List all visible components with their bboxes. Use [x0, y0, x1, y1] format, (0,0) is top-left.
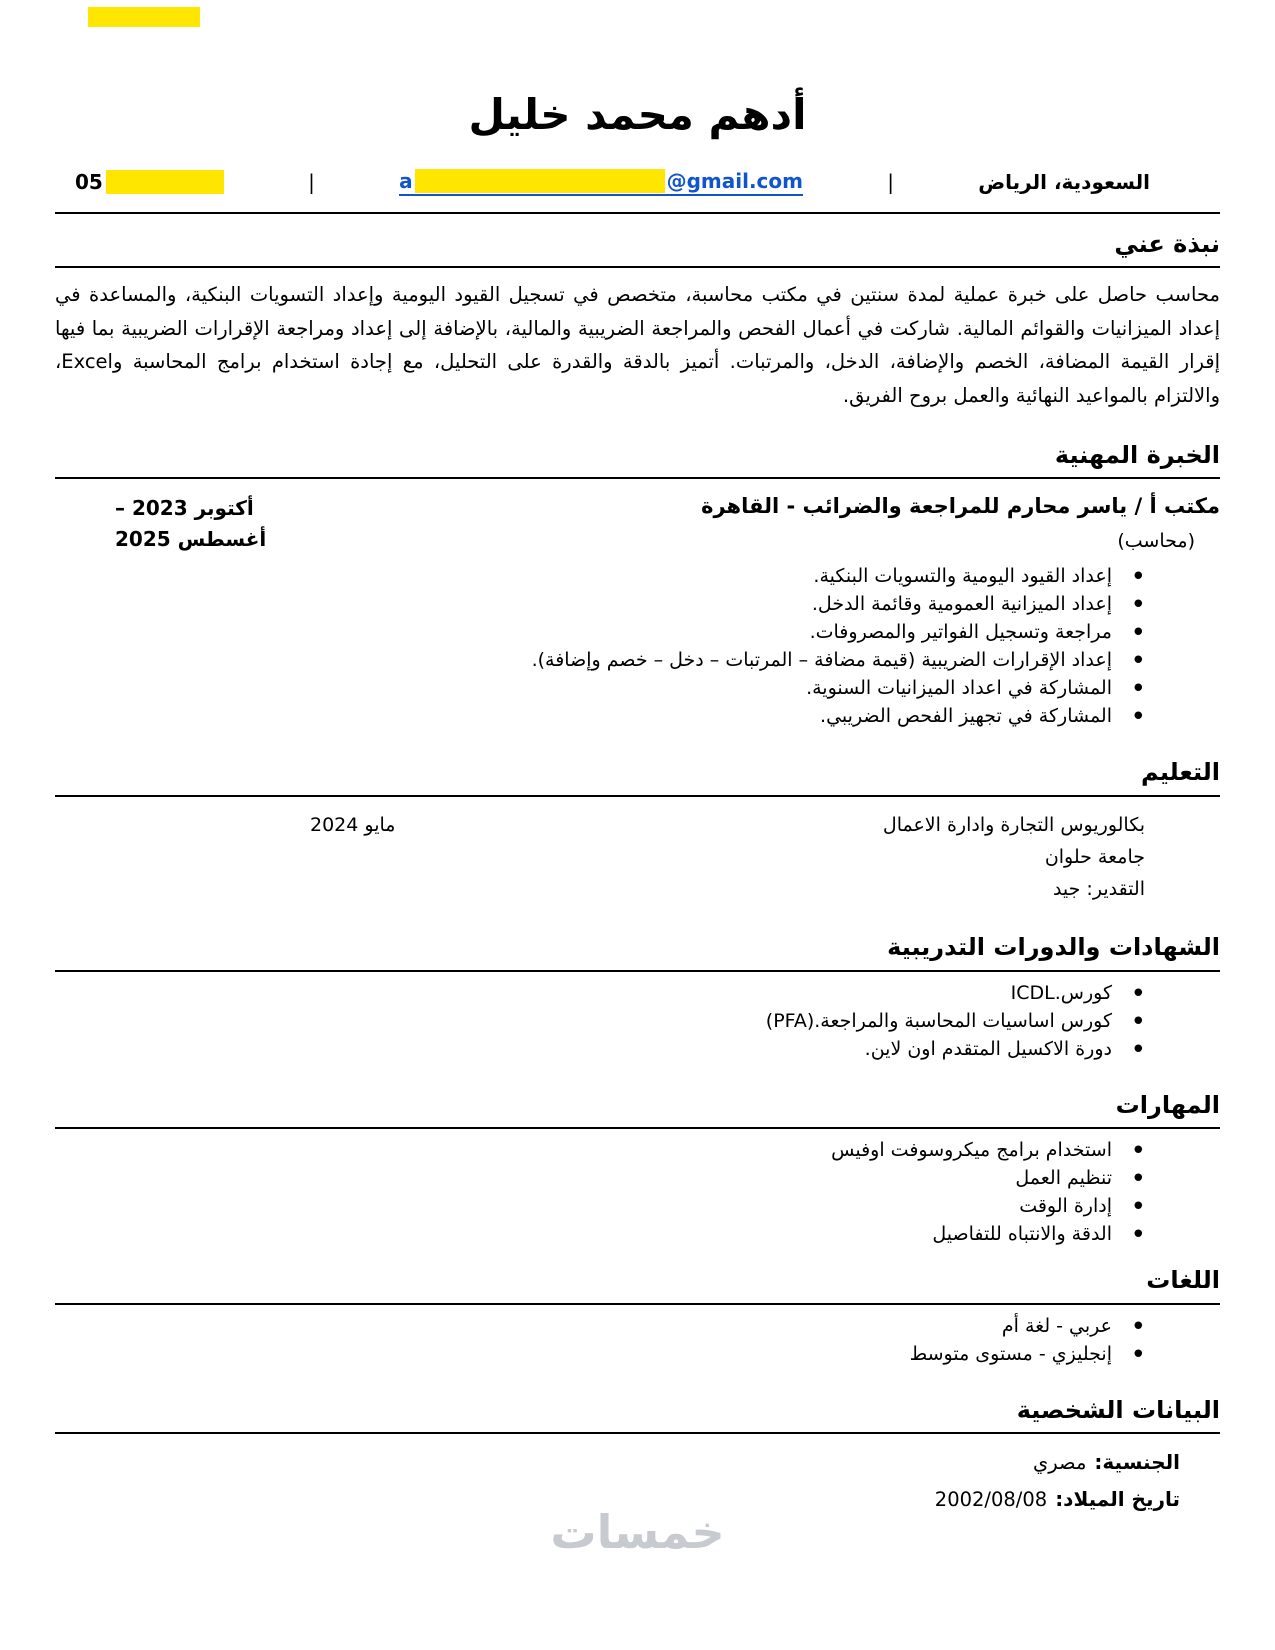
skill-item: • الدقة والانتباه للتفاصيل: [55, 1221, 1148, 1248]
grade-text: التقدير: جيد: [1052, 878, 1145, 901]
watermark-logo: خمسات: [550, 1505, 725, 1559]
separator-pipe: |: [308, 170, 315, 195]
phone-text: [75, 170, 224, 194]
bullet-item: • إعداد الميزانية العمومية وقائمة الدخل.: [55, 591, 1148, 618]
nationality-label: الجنسية:: [1094, 1450, 1180, 1475]
experience-bullets: [55, 563, 1220, 730]
bullet-item: • المشاركة في تجهيز الفحص الضريبي.: [55, 703, 1148, 730]
education-section: [55, 756, 1220, 905]
email-domain: @gmail.com: [666, 168, 803, 193]
bullet-item: • إعداد القيود اليومية والتسويات البنكية.: [55, 563, 1148, 590]
email-prefix: a: [399, 168, 413, 193]
experience-section: [55, 439, 1220, 730]
skill-item: • تنظيم العمل: [55, 1165, 1148, 1192]
bullet-item: • مراجعة وتسجيل الفواتير والمصروفات.: [55, 619, 1148, 646]
contact-bar: [55, 169, 1220, 196]
skills-bullets: [55, 1137, 1220, 1248]
skill-item: • استخدام برامج ميكروسوفت اوفيس: [55, 1137, 1148, 1164]
email-redaction-highlight: [415, 169, 665, 193]
bullet-item: • إعداد الإقرارات الضريبية (قيمة مضافة – المرتبات – دخل – خصم وإضافة).: [55, 647, 1148, 674]
university-text: جامعة حلوان: [1044, 845, 1145, 868]
nationality-value: مصري: [1033, 1451, 1087, 1475]
employer-name: مكتب أ / ياسر محارم للمراجعة والضرائب - القاهرة: [701, 494, 1220, 519]
section-title-education: التعليم: [1141, 757, 1220, 786]
location-text: السعودية، الرياض: [978, 170, 1150, 195]
nationality-line: [55, 1444, 1180, 1480]
about-section: [55, 228, 1220, 413]
section-divider: [55, 1432, 1220, 1434]
personal-section: [55, 1394, 1220, 1517]
education-entry: [55, 809, 1220, 906]
certificate-item: • كورس اساسيات المحاسبة والمراجعة.(PFA): [55, 1008, 1148, 1035]
skill-item: • إدارة الوقت: [55, 1193, 1148, 1220]
employment-dates: أكتوبر 2023 – أغسطس 2025: [115, 496, 267, 552]
section-divider: [55, 266, 1220, 268]
header-divider: [55, 212, 1220, 214]
section-divider: [55, 477, 1220, 479]
section-divider: [55, 1127, 1220, 1129]
certificates-bullets: [55, 980, 1220, 1063]
section-divider: [55, 970, 1220, 972]
degree-text: بكالوريوس التجارة وادارة الاعمال: [882, 813, 1145, 836]
certificate-item: • دورة الاكسيل المتقدم اون لاين.: [55, 1036, 1148, 1063]
birthdate-value: 2002/08/08: [934, 1487, 1048, 1511]
job-role: (محاسب): [1117, 529, 1195, 552]
top-redaction-highlight: [88, 7, 200, 27]
languages-section: [55, 1264, 1220, 1368]
phone-prefix: 05: [75, 170, 103, 195]
languages-bullets: [55, 1313, 1220, 1368]
section-title-languages: اللغات: [1146, 1266, 1220, 1295]
certificate-item: • كورس.ICDL: [55, 980, 1148, 1007]
section-title-about: نبذة عني: [1114, 229, 1220, 258]
language-item: • عربي - لغة أم: [55, 1313, 1148, 1340]
phone-redaction-highlight: [106, 170, 224, 194]
separator-pipe: |: [887, 170, 894, 195]
education-date: مايو 2024: [310, 813, 396, 836]
skills-section: [55, 1089, 1220, 1248]
email-link[interactable]: [399, 169, 803, 196]
bullet-item: • المشاركة في اعداد الميزانيات السنوية.: [55, 675, 1148, 702]
candidate-name: أدهم محمد خليل: [468, 90, 807, 139]
section-title-experience: الخبرة المهنية: [1054, 440, 1220, 469]
section-divider: [55, 795, 1220, 797]
section-title-certificates: الشهادات والدورات التدريبية: [887, 933, 1220, 962]
job-entry: [55, 491, 1220, 730]
section-title-personal: البيانات الشخصية: [1016, 1395, 1220, 1424]
section-title-skills: المهارات: [1115, 1090, 1220, 1119]
language-item: • إنجليزي - مستوى متوسط: [55, 1341, 1148, 1368]
about-paragraph: محاسب حاصل على خبرة عملية لمدة سنتين في مكتب محاسبة، متخصص في تسجيل القيود اليومية وإعداد التسويات البنكية، والمساعدة في إعداد الميزانيات والقوائم المالية. شاركت في أعمال الفحص والمراجعة الضريبية والمالية، بالإضافة إلى إعداد ومراجعة الإقرارات الضريبية بما فيها إقرار القيمة المضافة، الخصم والإضافة، الدخل، والمرتبات. أتميز بالدقة والقدرة على التحليل، مع إجادة استخدام برامج المحاسبة وExcel، والالتزام بالمواعيد النهائية والعمل بروح الفريق.: [55, 283, 1220, 407]
section-divider: [55, 1303, 1220, 1305]
birthdate-label: تاريخ الميلاد:: [1055, 1486, 1180, 1511]
certificates-section: [55, 931, 1220, 1063]
